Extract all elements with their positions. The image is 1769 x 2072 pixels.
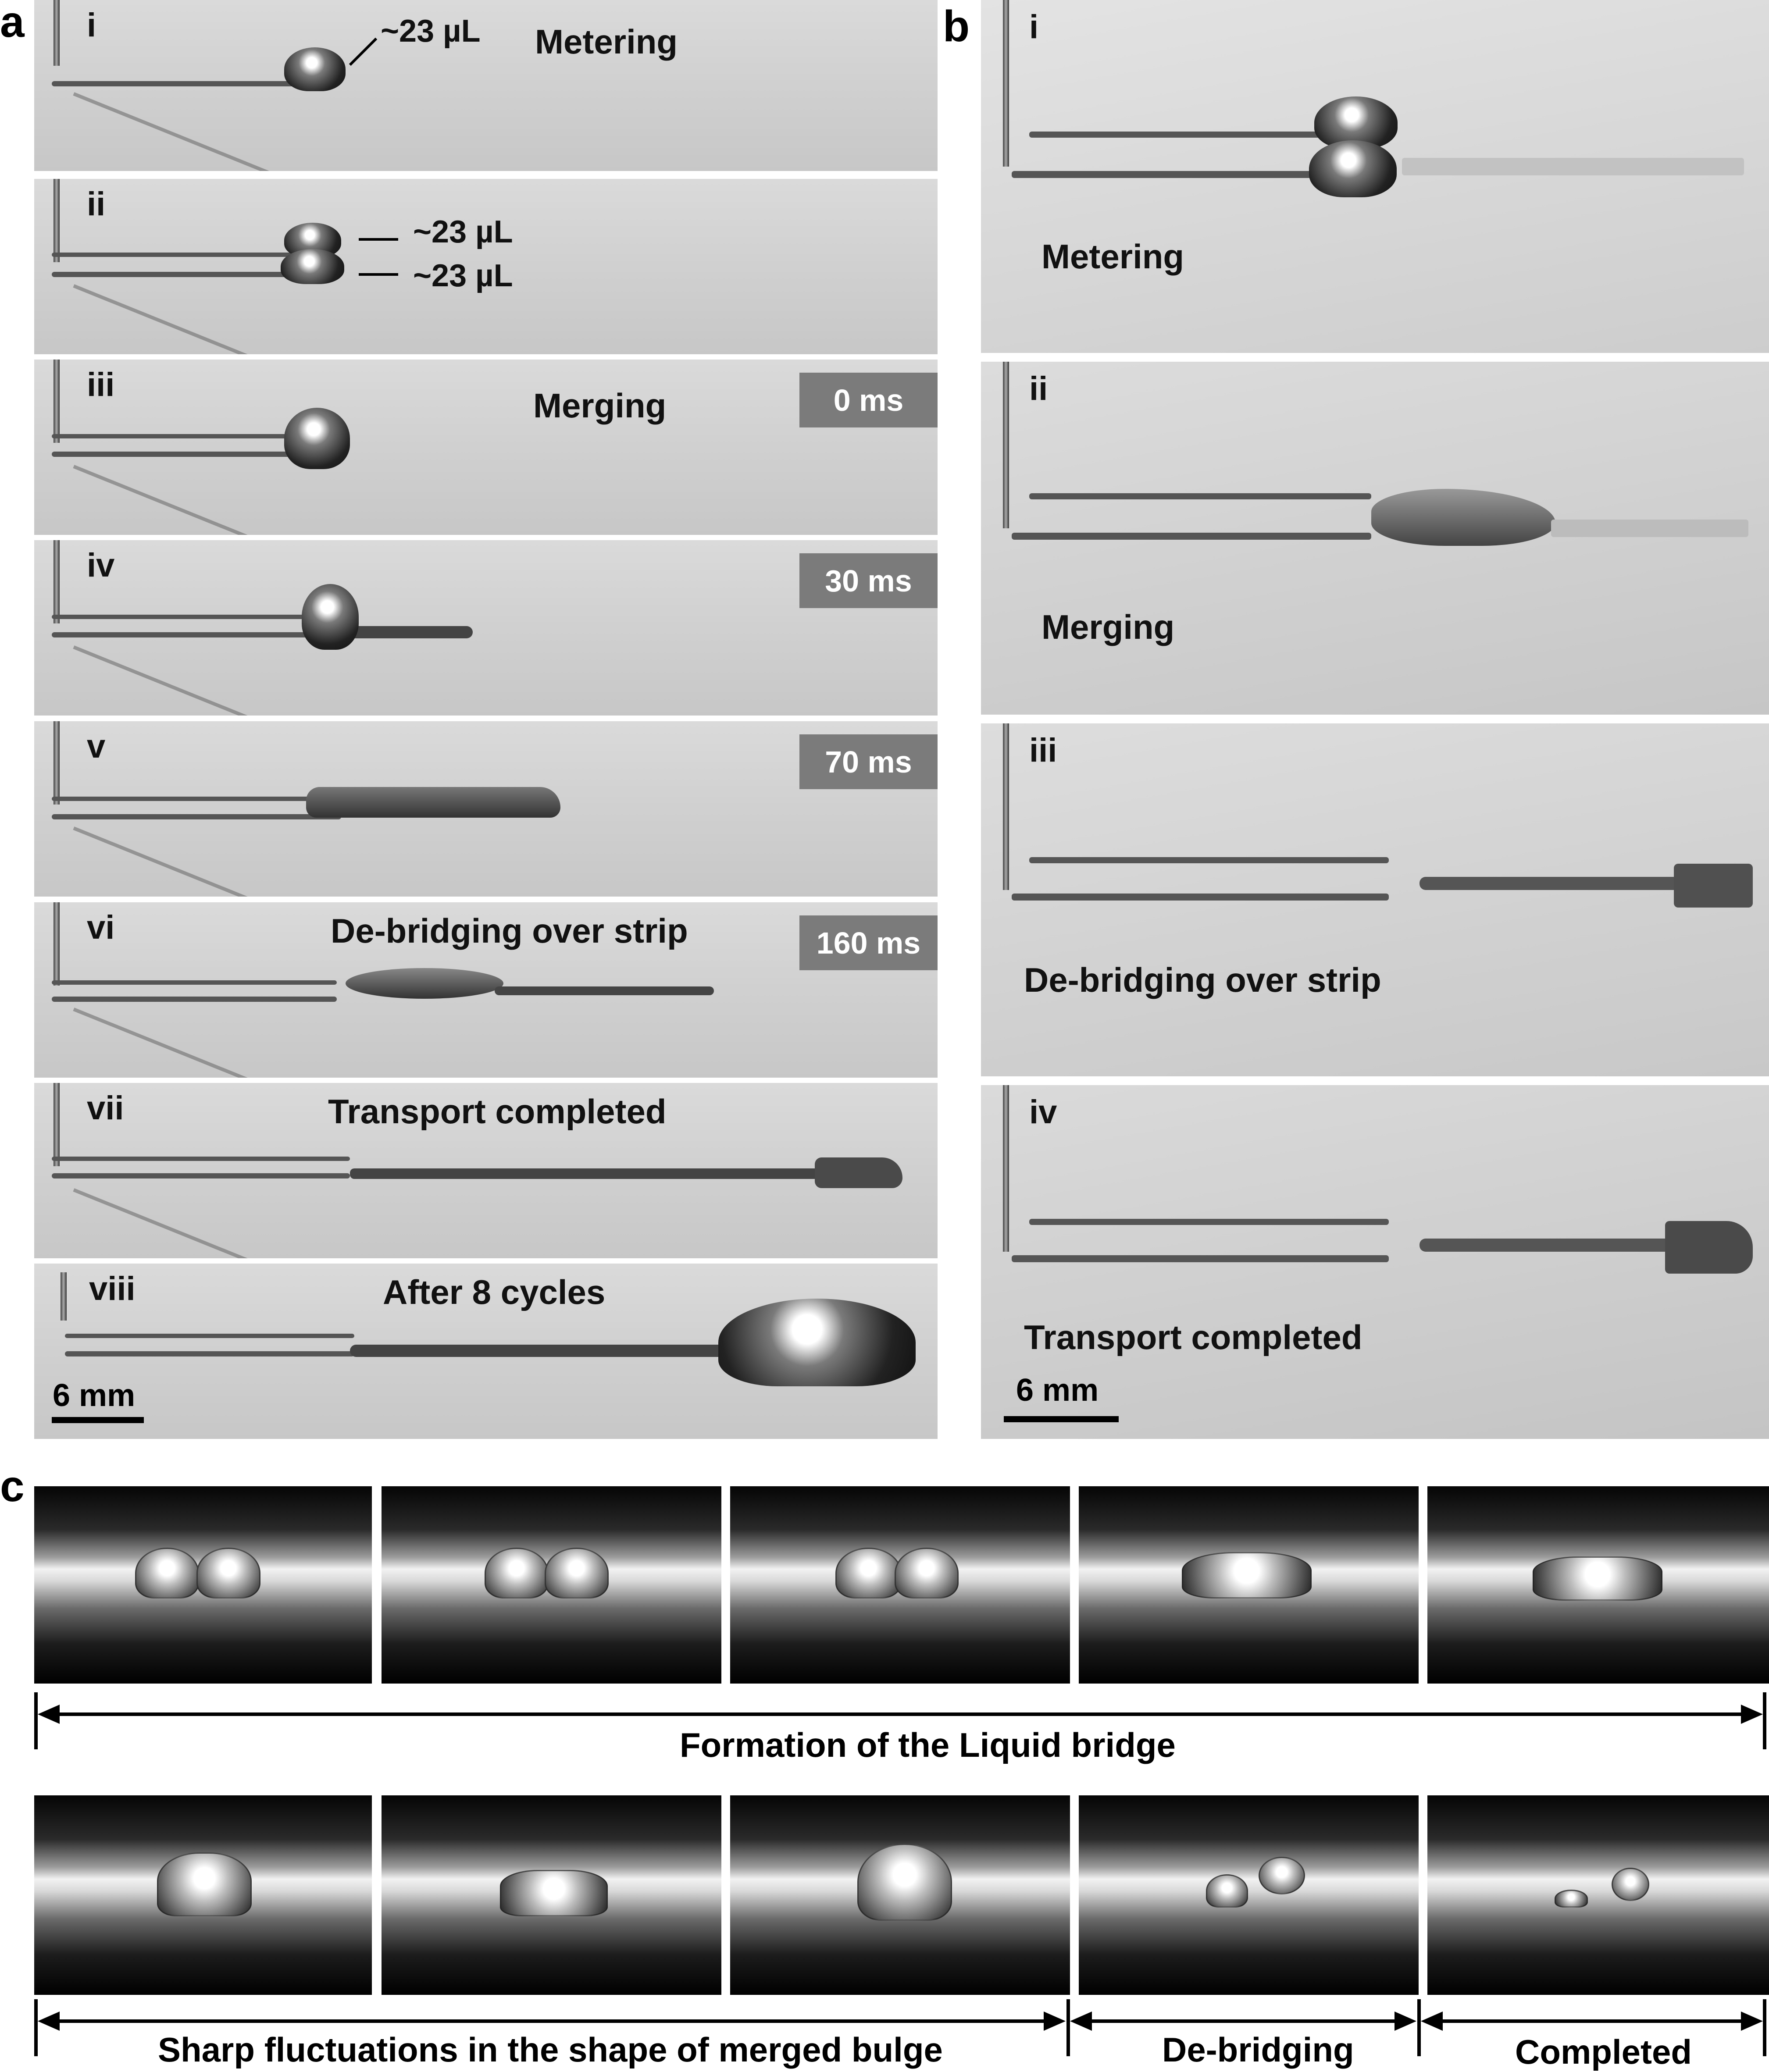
panel-c-row2-frame-2 [382, 1795, 721, 1995]
droplet [284, 47, 346, 91]
droplet-right [196, 1548, 260, 1599]
panel-c-row1-frame-3 [730, 1486, 1070, 1684]
arrowhead-left [38, 1705, 60, 1724]
frame-label: iii [87, 366, 115, 403]
panel-a-frame-viii [34, 1264, 938, 1439]
needle [53, 0, 60, 66]
residual-droplet-left [1555, 1890, 1588, 1908]
strip-top [52, 615, 324, 619]
frame-caption: Merging [1041, 608, 1175, 646]
callout-arrow [349, 38, 377, 66]
residual-droplet-right [1612, 1868, 1649, 1901]
scale-bar [52, 1417, 144, 1423]
arrow-tick-4 [1763, 1999, 1766, 2056]
liquid-front [306, 787, 560, 818]
scale-label: 6 mm [53, 1378, 136, 1413]
time-badge: 160 ms [799, 915, 938, 970]
strip-top [52, 1157, 350, 1161]
frame-caption: De-bridging over strip [1024, 961, 1381, 999]
strip-top [65, 1334, 354, 1338]
arrow-tick-2 [1066, 1999, 1070, 2056]
droplet-bottom [1309, 140, 1397, 197]
frame-label: ii [1029, 370, 1048, 407]
panel-a-frame-vii [34, 1083, 938, 1258]
panel-letter-a: a [0, 0, 25, 46]
frame-caption: Transport completed [1024, 1318, 1362, 1356]
accumulated-droplet [718, 1299, 916, 1386]
frame-label: i [1029, 8, 1039, 46]
strip-top [1029, 857, 1389, 863]
merged-droplet [1533, 1556, 1662, 1601]
panel-a-frame-i [34, 0, 938, 171]
frame-label: viii [89, 1270, 136, 1307]
frame-label: vii [87, 1089, 124, 1127]
strip-bottom [52, 1173, 350, 1178]
frame-label: iv [87, 547, 115, 584]
arrow-line-fluctuations [57, 2019, 1044, 2023]
frame-caption: Metering [535, 22, 678, 61]
row2-caption-fluctuations: Sharp fluctuations in the shape of merged bulge [158, 2030, 943, 2069]
panel-c-row1-frame-5 [1427, 1486, 1769, 1684]
panel-letter-c: c [0, 1462, 25, 1511]
needle [53, 721, 60, 805]
scale-label: 6 mm [1016, 1373, 1099, 1408]
strip-shadow [73, 284, 286, 354]
frame-caption: Transport completed [328, 1092, 667, 1131]
arrowhead-right [1741, 1705, 1763, 1724]
panel-a-frame-vi [34, 902, 938, 1078]
panel-b-frame-iii [981, 723, 1769, 1076]
strip-bottom [52, 272, 315, 277]
merged-bulge [500, 1870, 608, 1916]
frame-caption: After 8 cycles [383, 1273, 606, 1311]
needle [53, 902, 60, 986]
strip-shadow [73, 826, 286, 897]
panel-b-frame-iv [981, 1085, 1769, 1439]
panel-b-frame-i [981, 0, 1769, 353]
arrow-line [57, 1712, 1741, 1716]
row2-caption-completed: Completed [1515, 2033, 1692, 2071]
merged-bulge [157, 1852, 252, 1916]
strip-bottom [52, 814, 341, 819]
frame-label: vi [87, 909, 115, 946]
droplet-right [545, 1548, 609, 1599]
arrowhead-left [1070, 2011, 1092, 2031]
panel-c-row2-frame-3 [730, 1795, 1070, 1995]
arrowhead-right [1044, 2011, 1066, 2031]
panel-c-row1-frame-4 [1079, 1486, 1419, 1684]
time-badge: 70 ms [799, 734, 938, 789]
frame-caption: De-bridging over strip [331, 911, 688, 950]
strip-top [52, 980, 337, 985]
callout-volume-top: ~23 µL [413, 214, 513, 249]
row2-caption-debridging: De-bridging [1162, 2030, 1354, 2069]
liquid-front [495, 986, 714, 995]
frame-caption: Metering [1041, 237, 1184, 276]
droplet-left [135, 1548, 199, 1599]
callout-volume-bottom: ~23 µL [413, 258, 513, 293]
droplet-left [835, 1548, 902, 1599]
frame-caption: Merging [533, 386, 667, 425]
residual-droplet-left [1206, 1874, 1248, 1908]
strip-shadow [73, 92, 286, 171]
panel-c-row1-frame-2 [382, 1486, 721, 1684]
scale-bar [1004, 1416, 1119, 1422]
callout-arrow-top [359, 238, 398, 241]
panel-b-frame-ii [981, 362, 1769, 715]
merged-bulge [857, 1844, 952, 1921]
strip-bottom [52, 452, 315, 457]
panel-c-row2-frame-1 [34, 1795, 372, 1995]
strip-top [52, 434, 315, 438]
liquid-strip [350, 1345, 771, 1357]
panel-letter-b: b [943, 2, 970, 51]
arrowhead-right [1741, 2011, 1763, 2031]
liquid-reservoir [815, 1157, 902, 1188]
panel-a-frame-iii [34, 360, 938, 535]
arrowhead-right [1395, 2011, 1416, 2031]
strip-shadow [73, 645, 286, 716]
liquid-filled-strip [1419, 877, 1691, 890]
liquid-reservoir [1665, 1221, 1753, 1274]
liquid-filled-strip [1419, 1239, 1691, 1252]
strip-bottom [52, 632, 341, 637]
droplet-right [895, 1548, 959, 1599]
arrow-tick-3 [1417, 1999, 1421, 2056]
arrow-tick-right [1763, 1692, 1766, 1749]
panel-a-frame-v [34, 721, 938, 897]
strip [52, 81, 315, 86]
time-badge: 30 ms [799, 553, 938, 608]
target-strip [1402, 158, 1744, 175]
strip-shadow [73, 1008, 286, 1078]
needle [61, 1272, 67, 1321]
merged-droplet [302, 584, 359, 650]
panel-a-frame-ii [34, 179, 938, 354]
panel-c-row2-frame-4 [1079, 1795, 1419, 1995]
needle [1003, 0, 1009, 167]
strip-top [1029, 132, 1362, 138]
frame-label: ii [87, 185, 106, 223]
arrow-tick-1 [34, 1999, 38, 2056]
strip-bottom [1012, 1255, 1389, 1262]
liquid-reservoir [1674, 864, 1753, 908]
residual-droplet-right [1259, 1857, 1305, 1894]
callout-arrow-bottom [359, 273, 398, 276]
merged-droplet [1182, 1552, 1312, 1599]
needle [53, 540, 60, 623]
strip-shadow [73, 1188, 286, 1258]
panel-c-row2-frame-5 [1427, 1795, 1769, 1995]
arrow-line-completed [1443, 2019, 1741, 2023]
strip-bottom [1012, 533, 1371, 540]
strip-bottom [1012, 894, 1389, 901]
liquid-bulge [346, 968, 503, 999]
needle [1003, 362, 1009, 528]
needle [1003, 1085, 1009, 1252]
arrow-line-debridging [1092, 2019, 1395, 2023]
merged-liquid [1371, 489, 1555, 546]
arrowhead-left [38, 2011, 60, 2031]
frame-label: v [87, 728, 106, 765]
droplet-bottom [281, 249, 344, 284]
arrowhead-left [1421, 2011, 1443, 2031]
strip-shadow [73, 465, 286, 535]
strip-top [52, 253, 315, 257]
needle [1003, 723, 1009, 890]
row1-caption: Formation of the Liquid bridge [680, 1726, 1176, 1764]
frame-label: iv [1029, 1093, 1057, 1131]
strip-top [1029, 1219, 1389, 1225]
frame-label: i [87, 7, 96, 44]
strip-top [1029, 493, 1371, 499]
target-strip [1551, 520, 1748, 537]
time-badge: 0 ms [799, 373, 938, 427]
needle [53, 179, 60, 262]
panel-a-frame-iv [34, 540, 938, 716]
frame-label: iii [1029, 732, 1057, 769]
strip-bottom [52, 997, 337, 1002]
needle [53, 360, 60, 443]
liquid-strip [350, 1168, 850, 1179]
droplet-left [485, 1548, 549, 1599]
merged-droplet [284, 408, 350, 469]
strip-top [52, 797, 332, 801]
strip-bottom [65, 1351, 354, 1356]
panel-c-row1-frame-1 [34, 1486, 372, 1684]
arrow-tick-left [34, 1692, 38, 1749]
needle [53, 1083, 60, 1166]
callout-volume: ~23 µL [381, 14, 481, 49]
